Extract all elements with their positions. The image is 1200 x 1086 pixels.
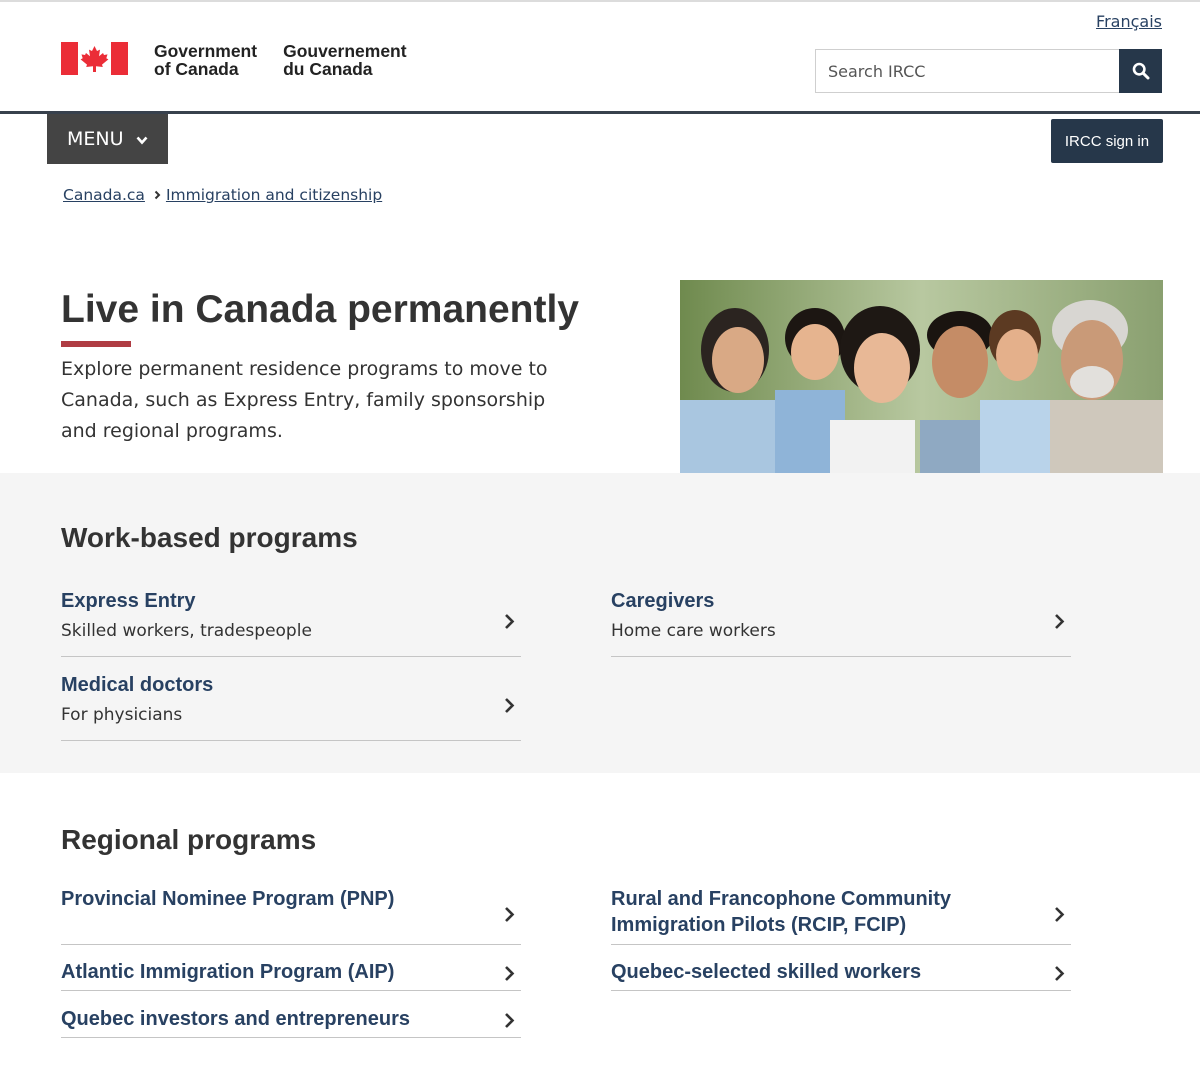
medical-doctors-description: For physicians: [61, 705, 183, 725]
breadcrumb-link-immigration[interactable]: Immigration and citizenship: [165, 186, 383, 204]
medical-doctors-link[interactable]: Medical doctors: [61, 674, 214, 696]
top-border: [0, 0, 1200, 2]
chevron-down-icon: [136, 128, 148, 150]
family-photo: [680, 280, 1163, 473]
caregivers-link[interactable]: Caregivers: [611, 590, 715, 612]
program-card-rcip-fcip[interactable]: [611, 886, 1071, 945]
breadcrumb: [63, 186, 382, 204]
language-toggle-link[interactable]: Français: [1096, 12, 1162, 31]
signature-en-line-2: of Canada: [154, 59, 239, 79]
chevron-right-icon: [504, 697, 515, 714]
chevron-right-icon: [504, 1012, 515, 1029]
signature-fr-line-2: du Canada: [283, 59, 373, 79]
program-card-medical-doctors[interactable]: [61, 672, 521, 741]
chevron-right-icon: [1054, 613, 1065, 630]
search-form: [815, 49, 1162, 93]
signature-french: [283, 42, 407, 78]
chevron-right-icon: [504, 613, 515, 630]
program-card-express-entry[interactable]: [61, 588, 521, 657]
breadcrumb-link-canada[interactable]: Canada.ca: [63, 186, 145, 204]
magnifier-icon: [1132, 62, 1150, 80]
signature-english: [154, 42, 257, 78]
signature-en-line-1: Government: [154, 41, 258, 61]
program-card-quebec-skilled[interactable]: [611, 959, 1071, 991]
intro-text: Explore permanent residence programs to move to Canada, such as Express Entry, family sponsorship and regional programs.: [61, 358, 548, 442]
page-title: Live in Canada permanently: [61, 288, 579, 331]
title-underline: [61, 341, 131, 347]
regional-programs-heading: Regional programs: [61, 824, 317, 855]
chevron-right-icon: [1054, 906, 1065, 923]
menu-button[interactable]: [47, 114, 168, 164]
program-card-caregivers[interactable]: [611, 588, 1071, 657]
program-card-aip[interactable]: [61, 959, 521, 991]
rcip-fcip-link[interactable]: Rural and Francophone Community Immigration Pilots (RCIP, FCIP): [611, 888, 952, 936]
program-card-pnp[interactable]: [61, 886, 521, 945]
work-programs-heading: Work-based programs: [61, 522, 358, 553]
caregivers-description: Home care workers: [611, 621, 776, 641]
ircc-sign-in-button[interactable]: IRCC sign in: [1051, 119, 1163, 163]
quebec-investors-link[interactable]: Quebec investors and entrepreneurs: [61, 1008, 411, 1030]
government-signature[interactable]: [61, 42, 407, 78]
menu-label: MENU: [67, 128, 124, 150]
chevron-right-icon: [154, 190, 161, 200]
chevron-right-icon: [1054, 965, 1065, 982]
header-divider: [0, 111, 1200, 114]
pnp-link[interactable]: Provincial Nominee Program (PNP): [61, 888, 395, 910]
aip-link[interactable]: Atlantic Immigration Program (AIP): [61, 961, 395, 983]
express-entry-link[interactable]: Express Entry: [61, 590, 196, 612]
canada-flag-icon: [61, 42, 128, 75]
quebec-skilled-link[interactable]: Quebec-selected skilled workers: [611, 961, 922, 983]
program-card-quebec-investors[interactable]: [61, 1006, 521, 1038]
signature-fr-line-1: Gouvernement: [283, 41, 407, 61]
express-entry-description: Skilled workers, tradespeople: [61, 621, 312, 641]
chevron-right-icon: [504, 965, 515, 982]
chevron-right-icon: [504, 906, 515, 923]
search-input[interactable]: [815, 49, 1119, 93]
search-button[interactable]: [1119, 49, 1162, 93]
